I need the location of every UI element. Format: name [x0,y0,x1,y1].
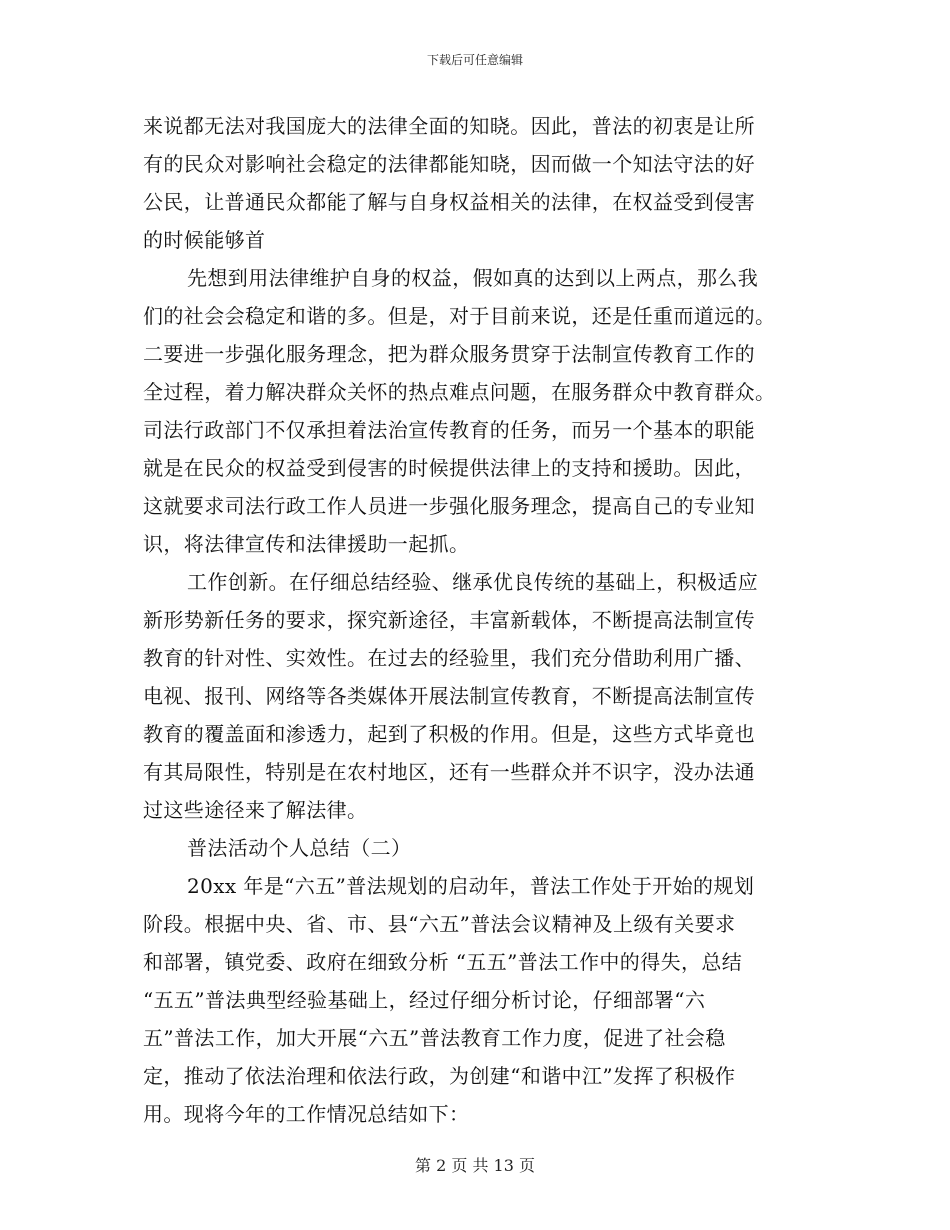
section-heading: 普法活动个人总结（二） [187,836,412,860]
body-line: 公民，让普通民众都能了解与自身权益相关的法律，在权益受到侵害 [143,190,755,214]
paragraph-first-line: 先想到用法律维护自身的权益，假如真的达到以上两点，那么我 [187,266,759,290]
body-line: 教育的针对性、实效性。在过去的经验里，我们充分借助利用广播、 [143,646,755,670]
body-line: 就是在民众的权益受到侵害的时候提供法律上的支持和援助。因此， [143,456,755,480]
body-line: 新形势新任务的要求，探究新途径，丰富新载体，不断提高法制宣传 [143,608,755,632]
body-line: 们的社会会稳定和谐的多。但是，对于目前来说，还是任重而道远的。 [143,304,776,328]
body-line: 过这些途径来了解法律。 [143,798,368,822]
body-line: 和部署，镇党委、政府在细致分析 “五五”普法工作中的得失，总结 [143,950,743,974]
body-line: 二要进一步强化服务理念，把为群众服务贯穿于法制宣传教育工作的 [143,342,755,366]
document-body [143,107,815,1133]
body-line: 电视、报刊、网络等各类媒体开展法制宣传教育，不断提高法制宣传 [143,684,755,708]
body-line: 识，将法律宣传和法律援助一起抓。 [143,532,470,556]
body-line: 有其局限性，特别是在农村地区，还有一些群众并不识字，没办法通 [143,760,755,784]
body-line: 阶段。根据中央、省、市、县“六五”普法会议精神及上级有关要求 [143,912,736,936]
body-line: 定，推动了依法治理和依法行政，为创建“和谐中江”发挥了积极作 [143,1064,736,1088]
body-line: 教育的覆盖面和渗透力，起到了积极的作用。但是，这些方式毕竟也 [143,722,755,746]
body-line: 全过程，着力解决群众关怀的热点难点问题，在服务群众中教育群众。 [143,380,776,404]
body-line: 用。现将今年的工作情况总结如下： [143,1102,470,1126]
body-line: 有的民众对影响社会稳定的法律都能知晓，因而做一个知法守法的好 [143,152,755,176]
body-line: “五五”普法典型经验基础上，经过仔细分析讨论，仔细部署“六 [143,988,706,1012]
body-line: 司法行政部门不仅承担着法治宣传教育的任务，而另一个基本的职能 [143,418,755,442]
paragraph-first-line: 工作创新。在仔细总结经验、继承优良传统的基础上，积极适应 [187,570,759,594]
body-line: 来说都无法对我国庞大的法律全面的知晓。因此，普法的初衷是让所 [143,114,755,138]
paragraph-first-line: 20xx 年是“六五”普法规划的启动年，普法工作处于开始的规划 [187,874,755,898]
body-line: 五”普法工作，加大开展“六五”普法教育工作力度，促进了社会稳 [143,1026,726,1050]
page-number-footer: 第 2 页 共 13 页 [415,1156,535,1175]
page-header: 下载后可任意编辑 [426,53,523,67]
body-line: 的时候能够首 [143,228,266,252]
body-line: 这就要求司法行政工作人员进一步强化服务理念，提高自己的专业知 [143,494,755,518]
